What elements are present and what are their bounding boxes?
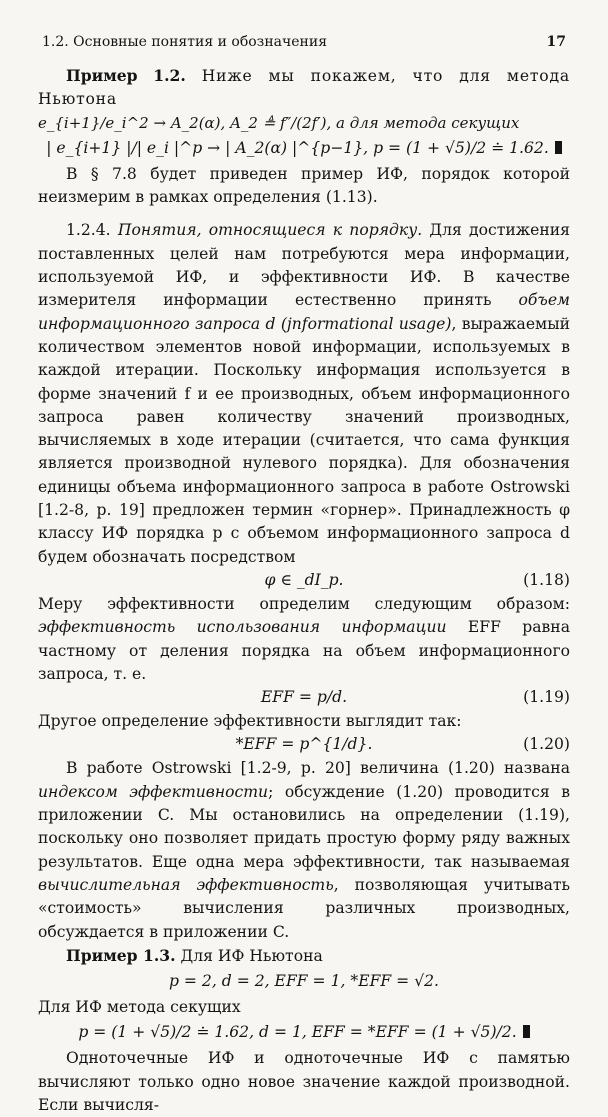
example-1-2-text: Ниже мы покажем, что для метода Ньютона <box>38 67 570 109</box>
subsection-title: Понятия, относящиеся к порядку. <box>117 221 423 240</box>
paragraph-1-2-4 <box>38 219 570 568</box>
example-1-2-intro <box>38 64 570 112</box>
subsection-number: 1.2.4. <box>66 221 111 240</box>
paragraph-ostrowski-part2: ; обсуждение (1.20) проводится в приложении C. Мы остановились на определении (1.19), поскольку оно позволяет придать простую форму ряду важных результатов. Еще одна мера эффективности, так называемая <box>38 782 571 871</box>
example-1-3-intro <box>38 944 570 968</box>
section-title: 1.2. Основные понятия и обозначения <box>42 34 328 50</box>
secant-order-formula-text: | e_{i+1} |/| e_i |^p → | A_2(α) |^{p−1}, p = (1 + √5)/2 ≐ 1.62. <box>46 138 549 157</box>
end-of-example-mark-2 <box>523 1025 530 1038</box>
paragraph-ostrowski-part1: В работе Ostrowski [1.2-9, p. 20] величина (1.20) названа <box>66 759 570 778</box>
paragraph-1-2-4-part2: , выражаемый количеством элементов новой информации, используемых в каждой итерации. Поскольку информация используется в форме значений f и ее производных, объем информационного запроса равен количеству значений производных, вычисляемых в ходе итерации (считается, что сама функция является производной нулевого порядка). Для обозначения единицы объема информационного запроса в работе Ostrowski [1.2-8, p. 19] предложен термин «горнер». Принадлежность φ классу ИФ порядка p с объемом информационного запроса d будем обозначать посредством <box>38 314 570 566</box>
paragraph-efficiency-part1: Меру эффективности определим следующим образом: <box>38 594 570 613</box>
example-1-2-label: Пример 1.2. <box>66 66 186 85</box>
paragraph-section-7-8: В § 7.8 будет приведен пример ИФ, порядок которой неизмерим в рамках определения (1.13). <box>38 164 570 207</box>
example-1-2-newton-limit: e_{i+1}/e_i^2 → A_2(α), A_2 ≜ f″/(2f′), а для метода секущих <box>38 113 520 132</box>
paragraph-secant-label: Для ИФ метода секущих <box>38 998 241 1017</box>
term-efficiency-index: индексом эффективности <box>38 782 269 801</box>
newton-efficiency-formula-text: p = 2, d = 2, EFF = 1, *EFF = √2. <box>168 972 440 991</box>
equation-1-19 <box>38 686 570 710</box>
running-header <box>42 34 566 54</box>
paragraph-1-2-4-part1: Для достижения поставленных целей нам потребуются мера информации, используемой ИФ, и эффективности ИФ. В качестве измерителя информации естественно принять <box>38 221 570 310</box>
paragraph-other-definition: Другое определение эффективности выглядит так: <box>38 712 462 731</box>
term-computational-efficiency: вычислительная эффективность <box>38 875 334 894</box>
paragraph-one-point-ifs: Одноточечные ИФ и одноточечные ИФ с памятью вычисляют только одно новое значение каждой производной. Если вычисля- <box>38 1049 570 1114</box>
end-of-example-mark <box>555 141 562 154</box>
paragraph-ostrowski-part3: , позволяющая учитывать «стоимость» вычисления различных производных, обсуждается в приложении C. <box>38 875 570 941</box>
paragraph-efficiency-definition <box>38 593 570 686</box>
equation-1-20-formula: *EFF = p^{1/d}. <box>235 735 373 754</box>
page-number: 17 <box>546 34 566 50</box>
newton-efficiency-formula <box>38 970 570 994</box>
paragraph-ostrowski-index <box>38 757 570 943</box>
term-informational-usage: объем информационного запроса d (jnformational usage) <box>38 291 570 333</box>
secant-efficiency-formula-text: p = (1 + √5)/2 ≐ 1.62, d = 1, EFF = *EFF = (1 + √5)/2. <box>78 1023 517 1042</box>
equation-1-18-formula: φ ∈ _dI_p. <box>264 570 344 589</box>
term-information-efficiency: эффективность использования информации <box>38 618 447 637</box>
equation-1-20 <box>38 733 570 757</box>
body-text <box>38 64 570 1117</box>
paragraph-efficiency-part2: EFF равна частному от деления порядка на объем информационного запроса, т. е. <box>38 618 570 683</box>
secant-order-formula <box>38 137 570 161</box>
example-1-3-text: Для ИФ Ньютона <box>175 946 323 965</box>
equation-1-20-number: (1.20) <box>523 735 570 754</box>
equation-1-18-number: (1.18) <box>523 570 570 589</box>
equation-1-19-formula: EFF = p/d. <box>260 688 348 707</box>
equation-1-19-number: (1.19) <box>523 688 570 707</box>
example-1-3-label: Пример 1.3. <box>66 945 176 965</box>
secant-efficiency-formula <box>38 1021 570 1045</box>
equation-1-18 <box>38 569 570 593</box>
